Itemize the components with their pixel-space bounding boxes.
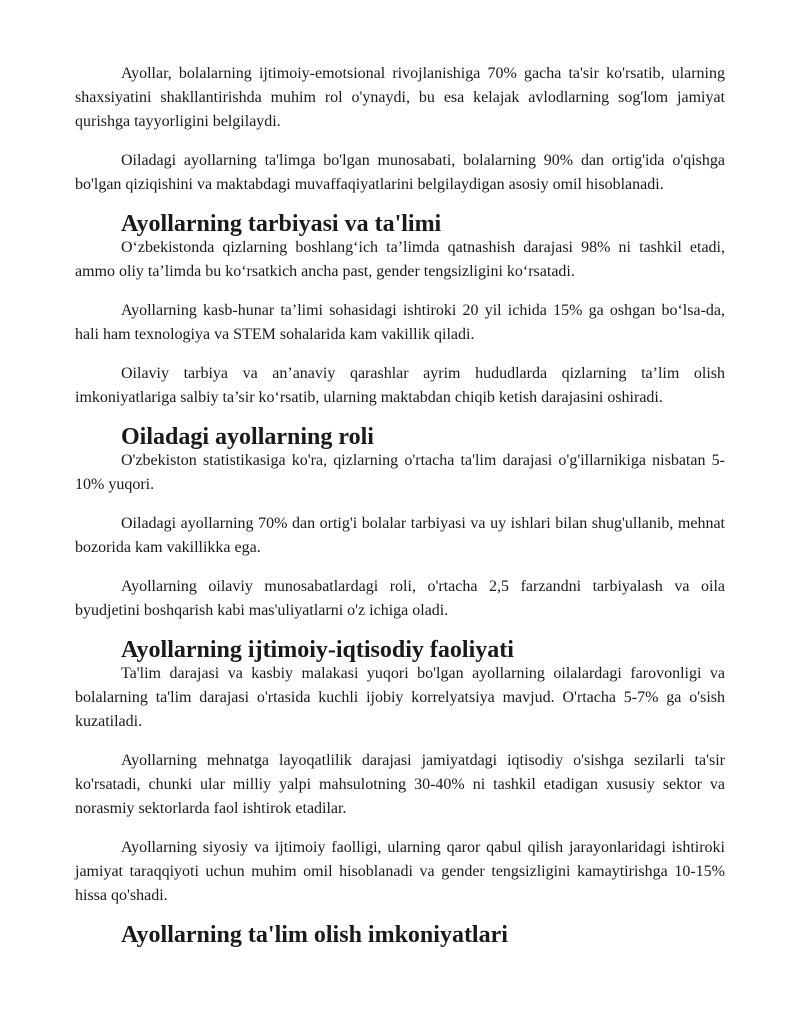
section-ijtimoiy-iqtisodiy: [75, 638, 725, 908]
section-talim-imkoniyatlari: [75, 923, 725, 947]
section-paragraph: Ayollarning kasb-hunar ta’limi sohasidagi ishtiroki 20 yil ichida 15% ga oshgan bo‘lsa-da, hali ham texnologiya va STEM sohalarida kam vakillik qiladi.: [75, 302, 725, 343]
section-heading: Ayollarning tarbiyasi va ta'limi: [121, 211, 442, 237]
section-paragraph: Ayollarning oilaviy munosabatlardagi roli, o'rtacha 2,5 farzandni tarbiyalash va oila byudjetini boshqarish kabi mas'uliyatlarni o'z ichiga oladi.: [75, 578, 725, 619]
section-heading: Oiladagi ayollarning roli: [121, 424, 374, 450]
section-heading: Ayollarning ijtimoiy-iqtisodiy faoliyati: [121, 637, 514, 663]
intro-paragraph: Oiladagi ayollarning ta'limga bo'lgan munosabati, bolalarning 90% dan ortig'ida o'qishga bo'lgan qiziqishini va maktabdagi muvaffaqiyatlarini belgilaydigan asosiy omil hisoblanadi.: [75, 152, 725, 193]
section-paragraph: O‘zbekistonda qizlarning boshlang‘ich ta’limda qatnashish darajasi 98% ni tashkil etadi, ammo oliy ta’limda bu ko‘rsatkich ancha past, gender tengsizligini ko‘rsatadi.: [75, 239, 725, 280]
section-paragraph: Ayollarning mehnatga layoqatlilik darajasi jamiyatdagi iqtisodiy o'sishga sezilarli ta'sir ko'rsatadi, chunki ular milliy yalpi mahsulotning 30-40% ni tashkil etadigan xususiy sektor va norasmiy sektorlarda faol ishtirok etadilar.: [75, 752, 725, 817]
section-paragraph: O'zbekiston statistikasiga ko'ra, qizlarning o'rtacha ta'lim darajasi o'g'illarnikiga nisbatan 5-10% yuqori.: [75, 452, 725, 493]
section-paragraph: Oilaviy tarbiya va an’anaviy qarashlar ayrim hududlarda qizlarning ta’lim olish imkoniyatlariga salbiy ta’sir ko‘rsatib, ularning maktabdan chiqib ketish darajasini oshiradi.: [75, 365, 725, 406]
section-tarbiya-talim: [75, 212, 725, 410]
document-page: [75, 62, 725, 947]
section-heading: Ayollarning ta'lim olish imkoniyatlari: [121, 922, 508, 948]
intro-paragraph: Ayollar, bolalarning ijtimoiy-emotsional rivojlanishiga 70% gacha ta'sir ko'rsatib, ularning shaxsiyatini shakllantirishda muhim rol o'ynaydi, bu esa kelajak avlodlarning sog'lom jamiyat qurishga tayyorligini belgilaydi.: [75, 65, 725, 130]
section-paragraph: Ta'lim darajasi va kasbiy malakasi yuqori bo'lgan ayollarning oilalardagi farovonligi va bolalarning ta'lim darajasi o'rtasida kuchli ijobiy korrelyatsiya mavjud. O'rtacha 5-7% ga o'sish kuzatiladi.: [75, 665, 725, 730]
section-paragraph: Ayollarning siyosiy va ijtimoiy faolligi, ularning qaror qabul qilish jarayonlaridagi ishtiroki jamiyat taraqqiyoti uchun muhim omil hisoblanadi va gender tengsizligini kamaytirishga 10-15% hissa qo'shadi.: [75, 839, 725, 904]
section-oila-roli: [75, 425, 725, 623]
section-paragraph: Oiladagi ayollarning 70% dan ortig'i bolalar tarbiyasi va uy ishlari bilan shug'ullanib, mehnat bozorida kam vakillikka ega.: [75, 515, 725, 556]
